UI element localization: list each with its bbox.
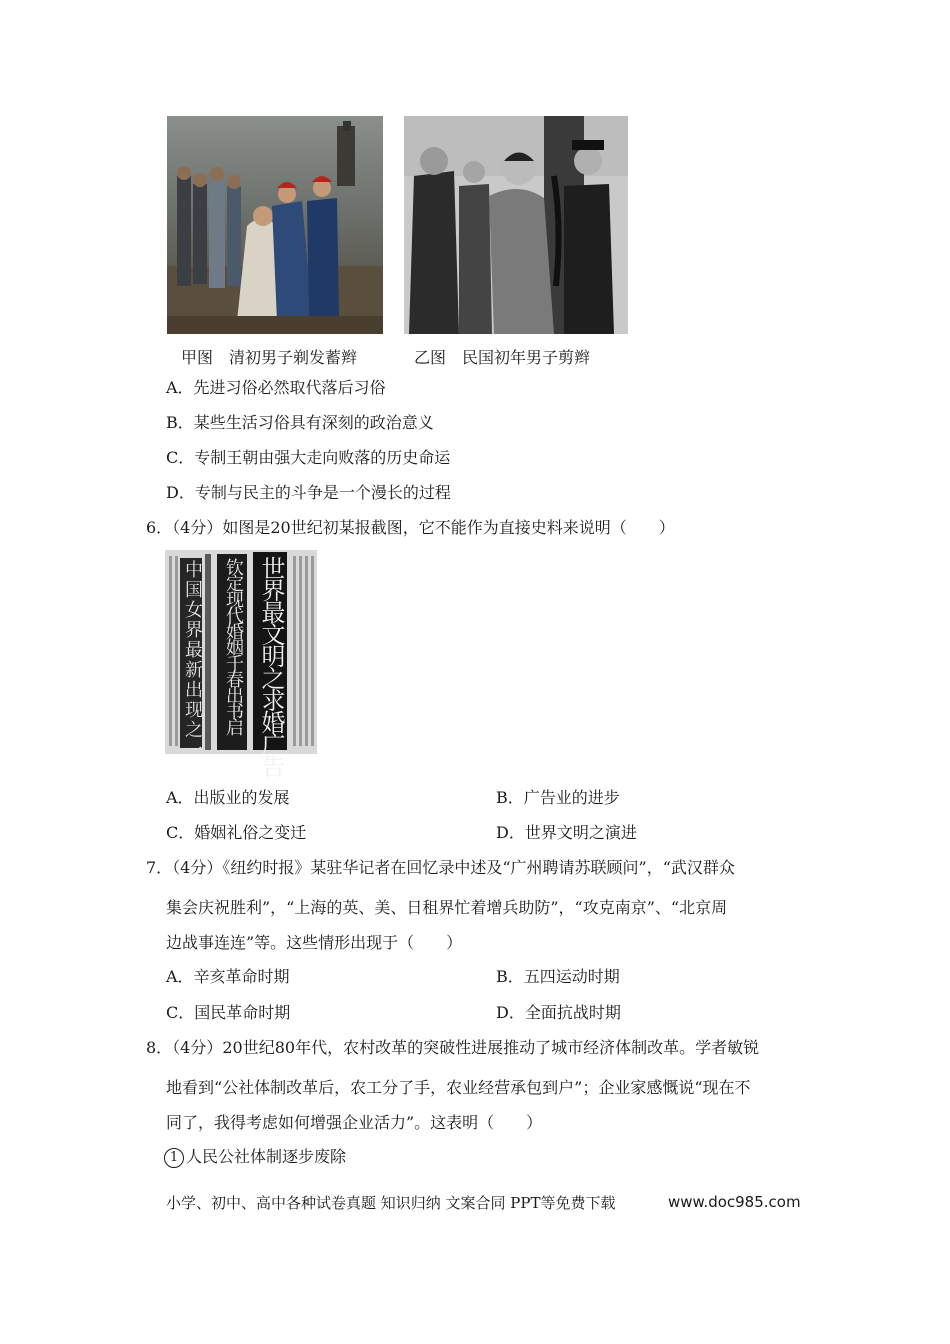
q7-option-a: A．辛亥革命时期 <box>166 967 290 986</box>
newspaper-strip-2: 钦定现代婚姻千春出书启 <box>223 558 244 734</box>
footer-text: 小学、初中、高中各种试卷真题 知识归纳 文案合同 PPT等免费下载 <box>166 1194 616 1212</box>
q8-line-3: 同了，我得考虑如何增强企业活力”。这表明（ ） <box>166 1113 543 1132</box>
q7-option-d: D．全面抗战时期 <box>496 1003 621 1022</box>
newspaper-strip-1: 世界最文明之求婚广告 <box>257 556 285 776</box>
q6-stem: 6．（4分）如图是20世纪初某报截图，它不能作为直接史料来说明（ ） <box>146 518 675 537</box>
figure-yi-caption: 乙图 民国初年男子剪辫 <box>414 348 591 367</box>
q7-option-c: C．国民革命时期 <box>166 1003 291 1022</box>
q6-option-b: B．广告业的进步 <box>496 788 620 807</box>
q6-option-d: D．世界文明之演进 <box>496 823 637 842</box>
circled-number: 1 <box>164 1148 184 1168</box>
q7-option-b: B．五四运动时期 <box>496 967 620 986</box>
q7-line-3: 边战事连连”等。这些情形出现于（ ） <box>166 933 463 952</box>
q8-line-2: 地看到“公社体制改革后，农工分了手，农业经营承包到户”；企业家感慨说“现在不 <box>166 1078 751 1097</box>
q8-line-1: 8．（4分）20世纪80年代，农村改革的突破性进展推动了城市经济体制改革。学者敏锐 <box>146 1038 760 1057</box>
q8-item-1-text: 人民公社体制逐步废除 <box>186 1147 347 1166</box>
figure-jia-caption: 甲图 清初男子剃发蓄辫 <box>181 348 358 367</box>
q5-option-c: C．专制王朝由强大走向败落的历史命运 <box>166 448 451 467</box>
q8-item-1 <box>164 1146 346 1168</box>
q5-option-b: B．某些生活习俗具有深刻的政治意义 <box>166 413 434 432</box>
q6-option-c: C．婚姻礼俗之变迁 <box>166 823 307 842</box>
q7-line-1: 7．（4分）《纽约时报》某驻华记者在回忆录中述及“广州聘请苏联顾问”，“武汉群众 <box>146 858 735 877</box>
figure-jia-painting <box>167 116 383 334</box>
q5-option-d: D．专制与民主的斗争是一个漫长的过程 <box>166 483 451 502</box>
q5-option-a: A．先进习俗必然取代落后习俗 <box>166 378 386 397</box>
footer-url[interactable]: www.doc985.com <box>668 1193 801 1211</box>
q7-line-2: 集会庆祝胜利”，“上海的英、美、日租界忙着增兵助防”，“攻克南京”、“北京周 <box>166 898 728 917</box>
newspaper-strip-3: 中国女界最新出现之一 <box>182 560 203 760</box>
figure-yi-photo <box>404 116 628 334</box>
q6-option-a: A．出版业的发展 <box>166 788 290 807</box>
